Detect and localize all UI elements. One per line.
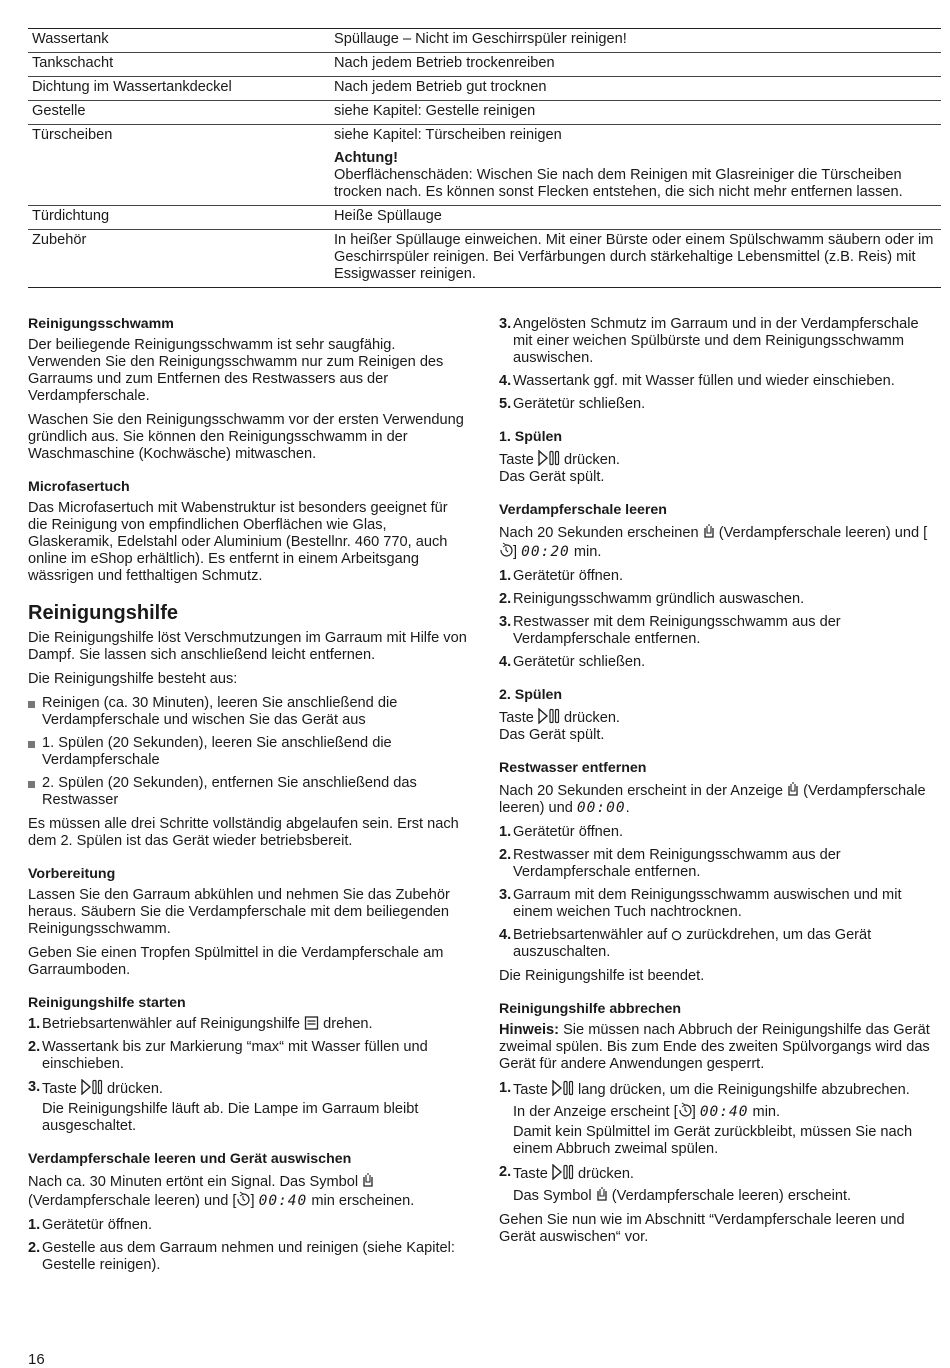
section-heading-rest: Restwasser entfernen: [499, 760, 647, 776]
paragraph: Nach 20 Sekunden erscheint in der Anzeige (Verdampferschale leeren) und 00:00.: [499, 783, 926, 816]
section-heading-abort: Reinigungshilfe abbrechen: [499, 1001, 682, 1017]
cleaning-aid-icon: [304, 1016, 319, 1030]
table-cell-part: Tankschacht: [32, 55, 114, 71]
paragraph: Taste drücken. Das Gerät spült.: [499, 452, 620, 485]
list-item: 1. Betriebsartenwähler auf Reinigungshilfe drehen.: [28, 1016, 373, 1032]
table-cell-part: Türdichtung: [32, 208, 110, 224]
list-item: 4. Wassertank ggf. mit Wasser füllen und wieder einschieben.: [499, 373, 895, 389]
section-heading-start: Reinigungshilfe starten: [28, 995, 186, 1011]
section-heading-prep: Vorbereitung: [28, 866, 116, 882]
list-item: 5. Gerätetür schließen.: [499, 396, 646, 412]
list-item: 1. Spülen (20 Sekunden), leeren Sie anschließend die Verdampferschale: [28, 735, 468, 769]
table-row: [28, 29, 941, 52]
timer-icon: [499, 542, 513, 558]
step-list: [499, 824, 941, 961]
warning-text: Oberflächenschäden: Wischen Sie nach dem Reinigen mit Glasreiniger die Türscheiben trocken nach. Es können sonst Flecken entstehen, die sich nicht mehr entfernen lassen.: [334, 167, 903, 200]
list-item: 1. Gerätetür öffnen.: [499, 824, 624, 840]
table-cell-part: Dichtung im Wassertankdeckel: [32, 79, 232, 95]
table-cell-care: [330, 206, 941, 229]
table-row: [28, 229, 941, 287]
table-cell-care: [330, 230, 941, 287]
step-list: [499, 316, 941, 413]
evaporator-bowl-icon: [703, 523, 715, 539]
square-bullet-icon: [28, 701, 35, 708]
off-position-icon: [671, 930, 682, 941]
paragraph: Die Reinigungshilfe löst Verschmutzungen im Garraum mit Hilfe von Dampf. Sie lassen sich anschließend leicht entfernen.: [28, 630, 467, 663]
table-row: [28, 100, 941, 124]
section-heading-sponge: Reinigungsschwamm: [28, 316, 174, 332]
evaporator-bowl-icon: [362, 1172, 374, 1188]
display-time: 00:00: [576, 800, 626, 816]
list-item: 3. Angelösten Schmutz im Garraum und in der Verdampferschale mit einer weichen Spülbürste und dem Reinigungsschwamm auswischen.: [499, 316, 919, 366]
display-time: 00:20: [521, 544, 570, 560]
paragraph: Der beiliegende Reinigungsschwamm ist sehr saugfähig. Verwenden Sie den Reinigungsschwamm nur zum Reinigen des Garraums und zum Entfernen des Restwassers aus der Verdampferschale.: [28, 337, 444, 404]
evaporator-bowl-icon: [787, 781, 799, 797]
step-list: [28, 1016, 468, 1135]
paragraph: Taste drücken. Das Gerät spült.: [499, 710, 620, 743]
timer-icon: [678, 1102, 692, 1118]
chapter-heading: Reinigungshilfe: [28, 602, 178, 624]
care-text: In heißer Spüllauge einweichen. Mit einer Bürste oder einem Spülschwamm säubern oder im Geschirrspüler reinigen. Bei Verfärbungen durch stärkehaltige Lebensmittel (z.B. Reis) mit Essigwasser reinigen.: [334, 232, 934, 282]
section-heading-rinse2: 2. Spülen: [499, 687, 563, 703]
list-item: 1. Gerätetür öffnen.: [499, 568, 624, 584]
paragraph: Lassen Sie den Garraum abkühlen und nehmen Sie das Zubehör heraus. Säubern Sie die Verdampferschale mit dem beiliegenden Reinigungsschwamm.: [28, 887, 450, 937]
care-text: Spüllauge – Nicht im Geschirrspüler reinigen!: [334, 31, 627, 47]
section-heading-cloth: Microfasertuch: [28, 479, 130, 495]
table-cell-care: [330, 77, 941, 100]
table-row: [28, 124, 941, 205]
paragraph: Die Reinigungshilfe ist beendet.: [499, 968, 705, 984]
right-column: [499, 316, 941, 1253]
table-cell-care: [330, 125, 941, 205]
start-pause-icon: [552, 1080, 574, 1096]
paragraph: Geben Sie einen Tropfen Spülmittel in die Verdampferschale am Garraumboden.: [28, 945, 444, 978]
paragraph: Die Reinigungshilfe besteht aus:: [28, 671, 238, 687]
list-item: 2. Wassertank bis zur Markierung “max“ mit Wasser füllen und einschieben.: [28, 1039, 428, 1072]
paragraph: Das Microfasertuch mit Wabenstruktur ist besonders geeignet für die Reinigung von empfindlichen Oberflächen wie Glas, Glaskeramik, Edelstahl oder Aluminium (Bestellnr. 460 770, auch online im eShop erhältlich). Es entfernt in einem Arbeitsgang wässrigen und fetthaltigen Schmutz.: [28, 500, 448, 584]
list-item: 2. Taste drücken. Das Symbol (Verdampferschale leeren) erscheint.: [499, 1164, 852, 1204]
table-cell-part: Wassertank: [32, 31, 109, 47]
note-paragraph: Hinweis: Sie müssen nach Abbruch der Reinigungshilfe das Gerät zweimal spülen. Bis zum Ende des zweiten Spülvorgangs wird das Gerät für andere Anwendungen gesperrt.: [499, 1022, 930, 1072]
timer-icon: [236, 1191, 250, 1207]
list-item: 2. Gestelle aus dem Garraum nehmen und reinigen (siehe Kapitel: Gestelle reinigen).: [28, 1240, 455, 1273]
table-cell-care: [330, 101, 941, 124]
warning-title: Achtung!: [334, 150, 399, 166]
section-heading-empty: Verdampferschale leeren und Gerät auswischen: [28, 1151, 352, 1167]
bullet-list: [28, 695, 468, 809]
table-row: [28, 52, 941, 76]
list-item: 4. Betriebsartenwähler auf zurückdrehen, um das Gerät auszuschalten.: [499, 927, 872, 960]
care-text: siehe Kapitel: Türscheiben reinigen: [334, 127, 562, 143]
list-item: 4. Gerätetür schließen.: [499, 654, 646, 670]
list-item: 2. Reinigungsschwamm gründlich auswaschen.: [499, 591, 805, 607]
evaporator-bowl-icon: [596, 1186, 608, 1202]
paragraph: Nach 20 Sekunden erscheinen (Verdampferschale leeren) und [] 00:20 min.: [499, 525, 928, 560]
start-pause-icon: [552, 1164, 574, 1180]
table-cell-part: Türscheiben: [32, 127, 113, 143]
table-cell-care: [330, 53, 941, 76]
paragraph: Waschen Sie den Reinigungsschwamm vor der ersten Verwendung gründlich aus. Sie können den Reinigungsschwamm in der Waschmaschine (Kochwäsche) mitwaschen.: [28, 412, 464, 462]
display-time: 00:40: [699, 1104, 749, 1120]
left-column: [28, 316, 468, 1281]
care-text: siehe Kapitel: Gestelle reinigen: [334, 103, 536, 119]
step-list: [499, 1080, 941, 1205]
table-row: [28, 205, 941, 229]
table-cell-part: Zubehör: [32, 232, 87, 248]
care-text: Nach jedem Betrieb trockenreiben: [334, 55, 555, 71]
list-item: 2. Restwasser mit dem Reinigungsschwamm aus der Verdampferschale entfernen.: [499, 847, 841, 880]
start-pause-icon: [81, 1079, 103, 1095]
paragraph: Es müssen alle drei Schritte vollständig abgelaufen sein. Erst nach dem 2. Spülen ist das Gerät wieder betriebsbereit.: [28, 816, 459, 849]
paragraph: Gehen Sie nun wie im Abschnitt “Verdampferschale leeren und Gerät auswischen“ vor.: [499, 1212, 905, 1245]
list-item: 1. Taste lang drücken, um die Reinigungshilfe abzubrechen. In der Anzeige erscheint [ ] 00:40 min. Damit kein Spülmittel im Gerät zurückbleibt, müssen Sie nach einem Abbruch zweimal spülen.: [499, 1080, 913, 1157]
square-bullet-icon: [28, 781, 35, 788]
list-item: 3. Restwasser mit dem Reinigungsschwamm aus der Verdampferschale entfernen.: [499, 614, 841, 647]
page-number: 16: [28, 1351, 45, 1368]
start-pause-icon: [538, 450, 560, 466]
step-list: [499, 568, 941, 671]
care-text: Nach jedem Betrieb gut trocknen: [334, 79, 547, 95]
list-item: 2. Spülen (20 Sekunden), entfernen Sie anschließend das Restwasser: [28, 775, 468, 809]
list-item: 3. Taste drücken. Die Reinigungshilfe läuft ab. Die Lampe im Garraum bleibt ausgeschaltet.: [28, 1079, 419, 1134]
cleaning-table: [28, 28, 941, 288]
step-list: [28, 1217, 468, 1274]
list-item: 1. Gerätetür öffnen.: [28, 1217, 153, 1233]
section-heading-empty2: Verdampferschale leeren: [499, 502, 667, 518]
paragraph: Nach ca. 30 Minuten ertönt ein Signal. Das Symbol (Verdampferschale leeren) und [ ] 00:40 min erscheinen.: [28, 1174, 415, 1209]
care-text: Heiße Spüllauge: [334, 208, 442, 224]
list-item: 3. Garraum mit dem Reinigungsschwamm auswischen und mit einem weichen Tuch nachtrocknen.: [499, 887, 902, 920]
list-item: Reinigen (ca. 30 Minuten), leeren Sie anschließend die Verdampferschale und wischen Sie das Gerät aus: [28, 695, 468, 729]
table-row: [28, 76, 941, 100]
table-cell-part: Gestelle: [32, 103, 86, 119]
section-heading-rinse1: 1. Spülen: [499, 429, 563, 445]
display-time: 00:40: [258, 1193, 308, 1209]
table-cell-care: [330, 29, 941, 52]
start-pause-icon: [538, 708, 560, 724]
square-bullet-icon: [28, 741, 35, 748]
